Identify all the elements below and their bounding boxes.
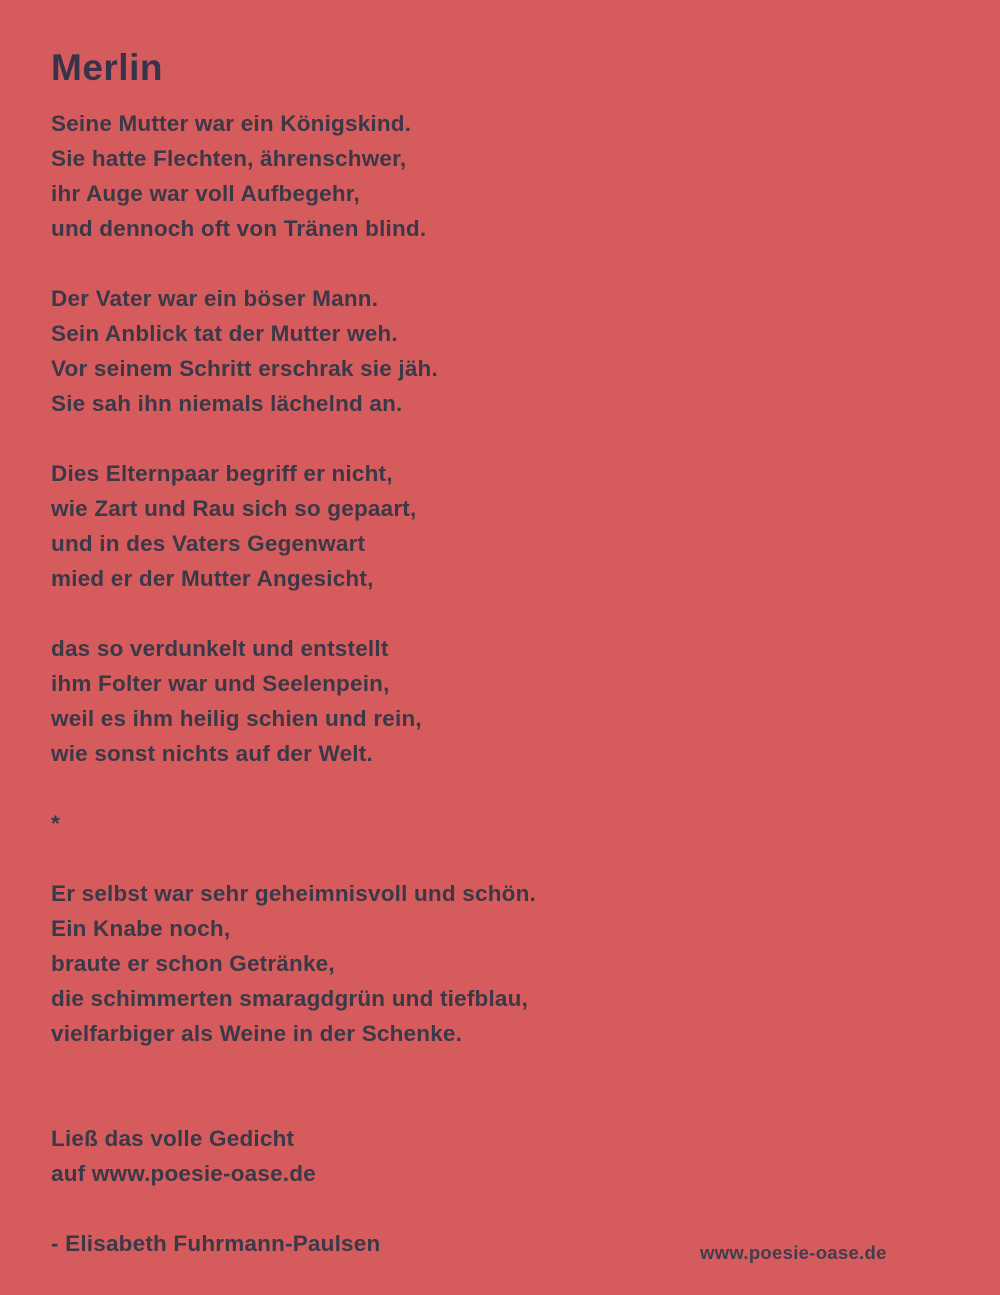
poem-line: Sie sah ihn niemals lächelnd an.	[51, 391, 403, 416]
asterisk-separator: *	[51, 811, 60, 836]
read-more-note	[51, 1121, 950, 1191]
poem-line: und in des Vaters Gegenwart	[51, 531, 366, 556]
read-more-line: Ließ das volle Gedicht	[51, 1126, 295, 1151]
poem-line: wie sonst nichts auf der Welt.	[51, 741, 373, 766]
poem-line: ihr Auge war voll Aufbegehr,	[51, 181, 360, 206]
poem-line: Der Vater war ein böser Mann.	[51, 286, 379, 311]
read-more-url-line: auf www.poesie-oase.de	[51, 1161, 316, 1186]
poem-line: Er selbst war sehr geheimnisvoll und schön.	[51, 881, 536, 906]
poem-line: Dies Elternpaar begriff er nicht,	[51, 461, 393, 486]
site-watermark: www.poesie-oase.de	[700, 1242, 887, 1263]
poem-line: das so verdunkelt und entstellt	[51, 636, 389, 661]
stanza-2	[51, 281, 950, 421]
stanza-separator	[51, 806, 950, 841]
poem-line: mied er der Mutter Angesicht,	[51, 566, 374, 591]
stanza-3	[51, 456, 950, 596]
poem-line: und dennoch oft von Tränen blind.	[51, 216, 427, 241]
poem-line: Seine Mutter war ein Königskind.	[51, 111, 412, 136]
stanza-1	[51, 106, 950, 246]
stanza-5	[51, 876, 950, 1051]
poem-line: wie Zart und Rau sich so gepaart,	[51, 496, 417, 521]
poem-title: Merlin	[51, 47, 163, 88]
poem-line: weil es ihm heilig schien und rein,	[51, 706, 422, 731]
poem-line: vielfarbiger als Weine in der Schenke.	[51, 1021, 463, 1046]
poem-line: braute er schon Getränke,	[51, 951, 335, 976]
poem-line: Vor seinem Schritt erschrak sie jäh.	[51, 356, 438, 381]
author-credit: - Elisabeth Fuhrmann-Paulsen	[51, 1231, 381, 1256]
poem-line: Ein Knabe noch,	[51, 916, 231, 941]
poem-line: die schimmerten smaragdgrün und tiefblau,	[51, 986, 529, 1011]
poem-line: Sie hatte Flechten, ährenschwer,	[51, 146, 407, 171]
poem-line: Sein Anblick tat der Mutter weh.	[51, 321, 398, 346]
stanza-4	[51, 631, 950, 771]
poem-line: ihm Folter war und Seelenpein,	[51, 671, 390, 696]
